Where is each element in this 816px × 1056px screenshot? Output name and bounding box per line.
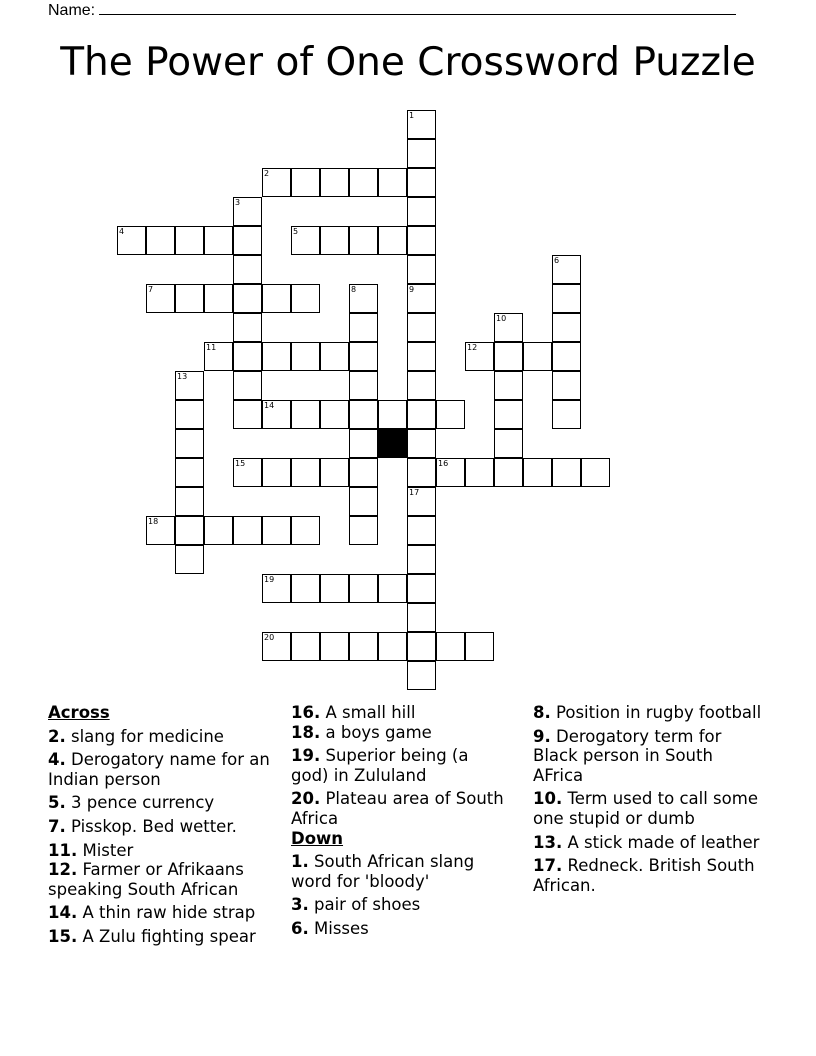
grid-cell[interactable] bbox=[378, 632, 407, 661]
grid-cell[interactable] bbox=[494, 313, 523, 342]
grid-cell[interactable] bbox=[146, 284, 175, 313]
clue-across-14: 14. A thin raw hide strap bbox=[48, 903, 256, 923]
clue-number: 7 bbox=[148, 285, 154, 294]
grid-cell[interactable] bbox=[436, 632, 465, 661]
grid-cell[interactable] bbox=[407, 400, 436, 429]
clue-number: 9 bbox=[409, 285, 415, 294]
grid-cell[interactable] bbox=[407, 139, 436, 168]
page-title: The Power of One Crossword Puzzle bbox=[60, 40, 756, 85]
grid-cell[interactable] bbox=[552, 371, 581, 400]
clue-down-1: 1. South African slang word for 'bloody' bbox=[291, 852, 475, 891]
clue-down-6: 6. Misses bbox=[291, 918, 369, 938]
grid-cell[interactable] bbox=[262, 574, 291, 603]
grid-cell[interactable] bbox=[407, 342, 436, 371]
clue-across-16: 16. A small hill bbox=[291, 703, 416, 722]
grid-cell[interactable] bbox=[320, 632, 349, 661]
grid-cell[interactable] bbox=[349, 342, 378, 371]
grid-cell[interactable] bbox=[175, 545, 204, 574]
grid-cell[interactable] bbox=[349, 574, 378, 603]
clue-number: 1 bbox=[409, 111, 415, 120]
clue-number: 16 bbox=[438, 459, 449, 468]
clue-down-10: 10. Term used to call some one stupid or dumb bbox=[533, 789, 758, 828]
grid-cell[interactable] bbox=[175, 284, 204, 313]
grid-cell[interactable] bbox=[262, 516, 291, 545]
clue-across-7: 7. Pisskop. Bed wetter. bbox=[48, 816, 237, 836]
clue-number: 3 bbox=[235, 198, 241, 207]
grid-cell[interactable] bbox=[465, 632, 494, 661]
grid-cell[interactable] bbox=[146, 226, 175, 255]
grid-cell[interactable] bbox=[407, 284, 436, 313]
grid-cell[interactable] bbox=[494, 342, 523, 371]
grid-cell[interactable] bbox=[233, 458, 262, 487]
grid-cell[interactable] bbox=[320, 458, 349, 487]
grid-cell[interactable] bbox=[407, 458, 436, 487]
grid-cell[interactable] bbox=[378, 226, 407, 255]
grid-cell[interactable] bbox=[291, 342, 320, 371]
grid-cell[interactable] bbox=[204, 226, 233, 255]
grid-cell[interactable] bbox=[175, 487, 204, 516]
grid-cell[interactable] bbox=[262, 400, 291, 429]
grid-cell[interactable] bbox=[523, 342, 552, 371]
grid-cell[interactable] bbox=[436, 458, 465, 487]
grid-cell[interactable] bbox=[407, 487, 436, 516]
clues-column-1 bbox=[48, 703, 283, 951]
clue-number: 13 bbox=[177, 372, 188, 381]
grid-cell[interactable] bbox=[233, 516, 262, 545]
clue-number: 20 bbox=[264, 633, 275, 642]
grid-cell[interactable] bbox=[233, 197, 262, 226]
clue-number: 6 bbox=[554, 256, 560, 265]
clue-number: 14 bbox=[264, 401, 275, 410]
grid-cell[interactable] bbox=[349, 516, 378, 545]
grid-cell[interactable] bbox=[407, 574, 436, 603]
grid-cell[interactable] bbox=[175, 400, 204, 429]
grid-cell[interactable] bbox=[407, 226, 436, 255]
grid-cell[interactable] bbox=[291, 168, 320, 197]
grid-cell[interactable] bbox=[407, 313, 436, 342]
grid-cell[interactable] bbox=[465, 458, 494, 487]
grid-cell[interactable] bbox=[407, 110, 436, 139]
grid-cell[interactable] bbox=[204, 342, 233, 371]
clue-down-3: 3. pair of shoes bbox=[291, 895, 421, 915]
grid-cell[interactable] bbox=[407, 545, 436, 574]
clue-across-4: 4. Derogatory name for an Indian person bbox=[48, 750, 270, 789]
grid-cell[interactable] bbox=[291, 400, 320, 429]
grid-cell[interactable] bbox=[349, 284, 378, 313]
grid-cell[interactable] bbox=[349, 226, 378, 255]
grid-block bbox=[378, 429, 407, 458]
grid-cell[interactable] bbox=[233, 226, 262, 255]
grid-cell[interactable] bbox=[407, 603, 436, 632]
grid-cell[interactable] bbox=[407, 516, 436, 545]
clue-number: 8 bbox=[351, 285, 357, 294]
across-heading: Across bbox=[48, 703, 110, 722]
clues-column-3 bbox=[533, 703, 768, 899]
grid-cell[interactable] bbox=[407, 371, 436, 400]
grid-cell[interactable] bbox=[233, 284, 262, 313]
grid-cell[interactable] bbox=[436, 400, 465, 429]
grid-cell[interactable] bbox=[291, 632, 320, 661]
grid-cell[interactable] bbox=[494, 458, 523, 487]
grid-cell[interactable] bbox=[494, 429, 523, 458]
grid-cell[interactable] bbox=[320, 342, 349, 371]
down-heading: Down bbox=[291, 828, 344, 848]
grid-cell[interactable] bbox=[204, 284, 233, 313]
grid-cell[interactable] bbox=[407, 661, 436, 690]
clue-number: 11 bbox=[206, 343, 217, 352]
clue-across-20: 20. Plateau area of South Africa bbox=[291, 789, 504, 828]
grid-cell[interactable] bbox=[552, 458, 581, 487]
clue-across-18: 18. a boys game bbox=[291, 722, 432, 742]
grid-cell[interactable] bbox=[233, 342, 262, 371]
grid-cell[interactable] bbox=[349, 632, 378, 661]
grid-cell[interactable] bbox=[320, 226, 349, 255]
clue-down-13: 13. A stick made of leather bbox=[533, 832, 760, 852]
grid-cell[interactable] bbox=[233, 313, 262, 342]
grid-cell[interactable] bbox=[407, 168, 436, 197]
grid-cell[interactable] bbox=[233, 371, 262, 400]
grid-cell[interactable] bbox=[175, 226, 204, 255]
grid-cell[interactable] bbox=[320, 168, 349, 197]
grid-cell[interactable] bbox=[407, 632, 436, 661]
grid-cell[interactable] bbox=[407, 197, 436, 226]
grid-cell[interactable] bbox=[552, 255, 581, 284]
grid-cell[interactable] bbox=[407, 429, 436, 458]
grid-cell[interactable] bbox=[494, 371, 523, 400]
clue-number: 2 bbox=[264, 169, 270, 178]
grid-cell[interactable] bbox=[291, 284, 320, 313]
grid-cell[interactable] bbox=[523, 458, 552, 487]
grid-cell[interactable] bbox=[349, 313, 378, 342]
grid-cell[interactable] bbox=[349, 371, 378, 400]
clue-number: 17 bbox=[409, 488, 420, 497]
clue-across-5: 5. 3 pence currency bbox=[48, 793, 215, 813]
clues-column-2 bbox=[291, 703, 506, 943]
clue-number: 5 bbox=[293, 227, 299, 236]
clue-across-11: 11. Mister bbox=[48, 840, 134, 860]
grid-cell[interactable] bbox=[349, 400, 378, 429]
grid-cell[interactable] bbox=[407, 255, 436, 284]
grid-cell[interactable] bbox=[378, 168, 407, 197]
grid-cell[interactable] bbox=[262, 458, 291, 487]
name-label: Name: bbox=[48, 2, 96, 19]
grid-cell[interactable] bbox=[175, 429, 204, 458]
grid-cell[interactable] bbox=[465, 342, 494, 371]
grid-cell[interactable] bbox=[233, 255, 262, 284]
grid-cell[interactable] bbox=[262, 168, 291, 197]
clue-number: 15 bbox=[235, 459, 246, 468]
grid-cell[interactable] bbox=[262, 632, 291, 661]
clue-across-12: 12. Farmer or Afrikaans speaking South African bbox=[48, 860, 244, 899]
grid-cell[interactable] bbox=[175, 516, 204, 545]
clue-number: 4 bbox=[119, 227, 125, 236]
grid-cell[interactable] bbox=[349, 429, 378, 458]
clue-number: 12 bbox=[467, 343, 478, 352]
grid-cell[interactable] bbox=[349, 487, 378, 516]
clue-number: 19 bbox=[264, 575, 275, 584]
grid-cell[interactable] bbox=[494, 400, 523, 429]
clue-across-15: 15. A Zulu fighting spear bbox=[48, 926, 256, 946]
clue-down-17: 17. Redneck. British South African. bbox=[533, 856, 755, 895]
grid-cell[interactable] bbox=[291, 574, 320, 603]
grid-cell[interactable] bbox=[552, 342, 581, 371]
grid-cell[interactable] bbox=[378, 574, 407, 603]
grid-cell[interactable] bbox=[349, 458, 378, 487]
grid-cell[interactable] bbox=[378, 400, 407, 429]
grid-cell[interactable] bbox=[552, 400, 581, 429]
grid-cell[interactable] bbox=[117, 226, 146, 255]
clue-number: 10 bbox=[496, 314, 507, 323]
grid-cell[interactable] bbox=[204, 516, 233, 545]
grid-cell[interactable] bbox=[262, 284, 291, 313]
clue-number: 18 bbox=[148, 517, 159, 526]
grid-cell[interactable] bbox=[233, 400, 262, 429]
grid-cell[interactable] bbox=[175, 458, 204, 487]
clue-down-9: 9. Derogatory term for Black person in South AFrica bbox=[533, 726, 722, 785]
grid-cell[interactable] bbox=[320, 574, 349, 603]
grid-cell[interactable] bbox=[552, 284, 581, 313]
grid-cell[interactable] bbox=[552, 313, 581, 342]
grid-cell[interactable] bbox=[291, 226, 320, 255]
clue-across-2: 2. slang for medicine bbox=[48, 726, 224, 746]
grid-cell[interactable] bbox=[175, 371, 204, 400]
grid-cell[interactable] bbox=[291, 458, 320, 487]
clue-across-19: 19. Superior being (a god) in Zululand bbox=[291, 746, 469, 785]
grid-cell[interactable] bbox=[320, 400, 349, 429]
grid-cell[interactable] bbox=[291, 516, 320, 545]
grid-cell[interactable] bbox=[349, 168, 378, 197]
clue-down-8: 8. Position in rugby football bbox=[533, 703, 762, 722]
grid-cell[interactable] bbox=[581, 458, 610, 487]
grid-cell[interactable] bbox=[146, 516, 175, 545]
grid-cell[interactable] bbox=[262, 342, 291, 371]
